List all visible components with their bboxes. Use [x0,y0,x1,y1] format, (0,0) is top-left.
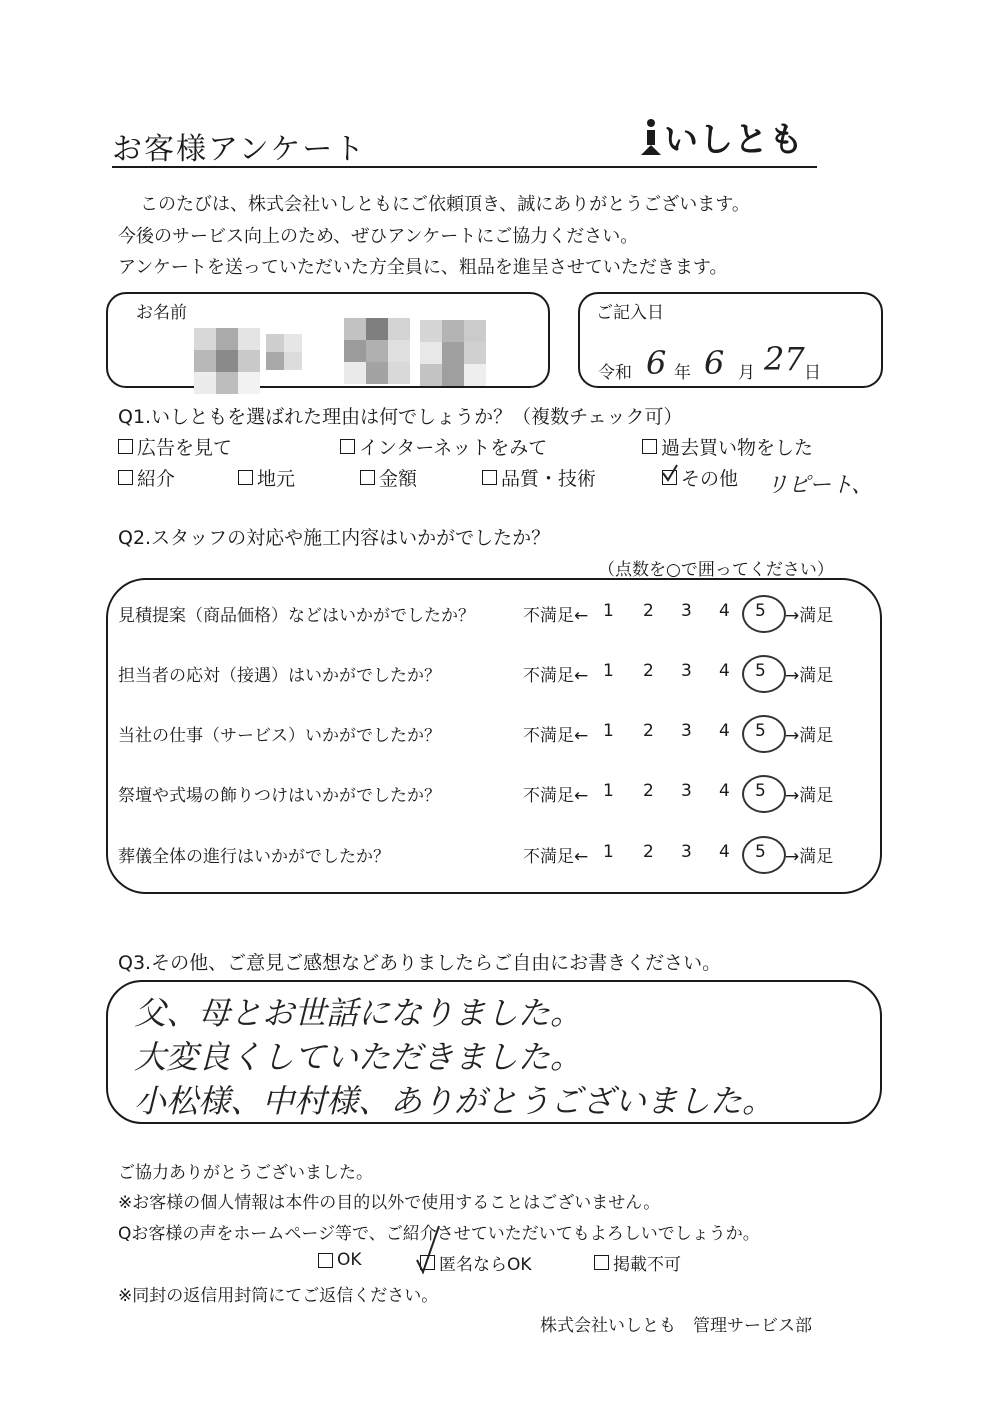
score-2[interactable]: 2 [643,601,654,621]
score-4[interactable]: 4 [719,601,730,621]
q1-option-price[interactable]: 金額 [360,464,417,491]
score-1[interactable]: 1 [603,721,614,741]
score-5-selected[interactable]: 5 [755,721,766,741]
q1-option-quality[interactable]: 品質・技術 [482,464,596,491]
low-label: 不満足← [523,847,589,867]
q3-answer-box[interactable] [106,980,882,1124]
high-label: →満足 [785,786,834,806]
checkbox-icon[interactable] [360,470,375,485]
score-2[interactable]: 2 [643,661,654,681]
score-5-selected[interactable]: 5 [755,781,766,801]
q2-row [118,721,858,751]
handwritten-check-icon [415,1222,445,1282]
score-3[interactable]: 3 [681,781,692,801]
score-4[interactable]: 4 [719,721,730,741]
q2-row [118,842,858,872]
q2-instruction: （点数を○で囲ってください） [598,560,834,580]
low-label: 不満足← [523,666,589,686]
footer-consent-question: Qお客様の声をホームページ等で、ご紹介させていただいてもよろしいでしょうか。 [118,1224,760,1244]
q1-option-local[interactable]: 地元 [238,464,295,491]
intro-line-2: 今後のサービス向上のため、ぜひアンケートにご協力ください。 [118,226,639,247]
q2-row [118,661,858,691]
date-day-value: 27 [764,340,805,378]
date-year-unit: 年 [674,363,691,383]
q1-option-internet[interactable]: インターネットをみて [340,433,547,460]
selected-circle-icon [742,655,786,693]
page-title: お客様アンケート [112,132,367,167]
q2-row [118,781,858,811]
checkbox-icon[interactable] [118,470,133,485]
selected-circle-icon [742,595,786,633]
q1-other-note: リピート、 [766,473,874,498]
checkbox-icon[interactable] [238,470,253,485]
name-label: お名前 [136,303,187,323]
score-3[interactable]: 3 [681,601,692,621]
checkbox-icon[interactable] [318,1253,333,1268]
consent-option-decline[interactable]: 掲載不可 [594,1250,681,1275]
high-label: →満足 [785,726,834,746]
selected-circle-icon [742,836,786,874]
q2-question: Q2.スタッフの対応や施工内容はいかがでしたか？ [118,527,551,549]
title-divider [112,166,817,168]
high-label: →満足 [785,847,834,867]
q2-row-question: 見積提案（商品価格）などはいかがでしたか？ [118,606,475,626]
q1-question: Q1.いしともを選ばれた理由は何でしょうか？（複数チェック可） [118,406,683,428]
logo-text: いしとも [664,120,804,160]
q2-row-question: 祭壇や式場の飾りつけはいかがでしたか？ [118,786,441,806]
intro-line-3: アンケートを送っていただいた方全員に、粗品を進呈させていただきます。 [118,257,728,278]
consent-option-anonymous[interactable]: 匿名ならOK [420,1250,532,1275]
high-label: →満足 [785,606,834,626]
date-month-value: 6 [704,344,725,382]
low-label: 不満足← [523,726,589,746]
company-logo [638,112,804,161]
q3-answer-line-1: 父、母とお世話になりました。 [134,994,583,1032]
low-label: 不満足← [523,786,589,806]
checkbox-icon[interactable] [482,470,497,485]
checked-checkbox-icon[interactable] [420,1255,435,1270]
score-2[interactable]: 2 [643,721,654,741]
date-month-unit: 月 [738,363,755,383]
score-5-selected[interactable]: 5 [755,842,766,862]
name-box[interactable] [106,292,550,388]
intro-line-1: このたびは、株式会社いしともにご依頼頂き、誠にありがとうございます。 [140,194,750,215]
score-2[interactable]: 2 [643,842,654,862]
footer-envelope-note: ※同封の返信用封筒にてご返信ください。 [118,1286,439,1306]
score-1[interactable]: 1 [603,601,614,621]
score-3[interactable]: 3 [681,661,692,681]
score-1[interactable]: 1 [603,781,614,801]
logo-mark-icon [638,117,664,157]
score-4[interactable]: 4 [719,842,730,862]
checkbox-icon[interactable] [594,1255,609,1270]
score-4[interactable]: 4 [719,781,730,801]
score-5-selected[interactable]: 5 [755,601,766,621]
q2-row-question: 葬儀全体の進行はいかがでしたか？ [118,847,390,867]
score-3[interactable]: 3 [681,842,692,862]
consent-option-ok[interactable]: OK [318,1250,362,1270]
redacted-name-mosaic [194,312,494,382]
checkbox-icon[interactable] [118,439,133,454]
q3-answer-line-2: 大変良くしていただきました。 [134,1038,583,1076]
footer-privacy: ※お客様の個人情報は本件の目的以外で使用することはございません。 [118,1193,661,1213]
date-box[interactable] [578,292,883,388]
q3-answer-line-3: 小松様、中村様、ありがとうございました。 [134,1082,775,1120]
score-2[interactable]: 2 [643,781,654,801]
date-era: 令和 [598,363,632,383]
q1-option-other[interactable]: その他 [662,464,738,491]
score-4[interactable]: 4 [719,661,730,681]
score-5-selected[interactable]: 5 [755,661,766,681]
checked-checkbox-icon[interactable] [662,470,677,485]
checkbox-icon[interactable] [642,439,657,454]
selected-circle-icon [742,775,786,813]
checkbox-icon[interactable] [340,439,355,454]
high-label: →満足 [785,666,834,686]
q1-option-referral[interactable]: 紹介 [118,464,175,491]
q2-row [118,601,858,631]
selected-circle-icon [742,715,786,753]
footer-thanks: ご協力ありがとうございました。 [118,1163,373,1183]
q3-question: Q3.その他、ご意見ご感想などありましたらご自由にお書きください。 [118,952,722,974]
footer-department: 株式会社いしとも 管理サービス部 [540,1316,812,1336]
q1-option-ad[interactable]: 広告を見て [118,433,232,460]
q2-row-question: 当社の仕事（サービス）いかがでしたか？ [118,726,441,746]
q1-option-past-purchase[interactable]: 過去買い物をした [642,433,813,460]
score-3[interactable]: 3 [681,721,692,741]
score-1[interactable]: 1 [603,842,614,862]
date-year-value: 6 [646,344,667,382]
q2-row-question: 担当者の応対（接遇）はいかがでしたか？ [118,666,441,686]
score-1[interactable]: 1 [603,661,614,681]
date-label: ご記入日 [596,303,664,323]
date-day-unit: 日 [804,363,821,383]
low-label: 不満足← [523,606,589,626]
handwritten-check-icon [660,463,680,483]
